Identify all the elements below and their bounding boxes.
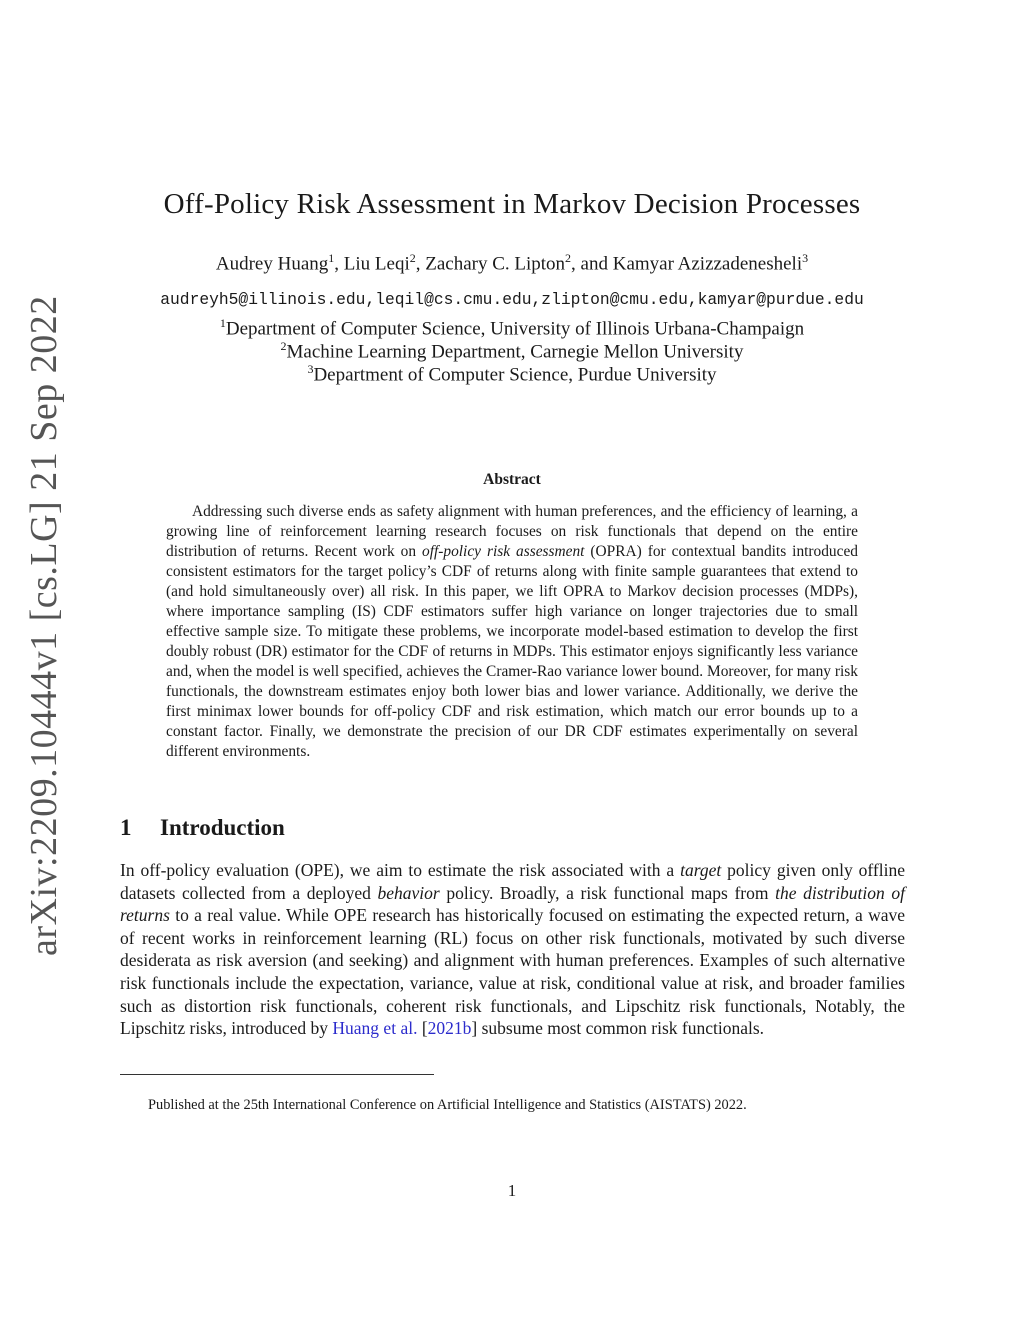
affiliation-3 [0,357,1024,387]
citation-link-authors[interactable]: Huang et al. [332,1018,418,1039]
intro-emphasis: the distribution of returns [120,882,905,926]
section-number: 1 [120,815,132,840]
author-name: Audrey Huang [215,253,329,275]
intro-text: to a real value. While OPE research has historically focused on estimating the expected return, a wave of recent works in reinforcement learning (RL) focus on other risk functionals, motivated by such diverse desiderata as risk aversion (and seeking) and alignment with human preferences. Examples of such alternative risk functionals include the expectation, variance, value at risk, conditional value at risk, and broader families such as distortion risk functionals, coherent risk functionals, and Lipschitz risk functionals, Notably, the Lipschitz risks, introduced by [120,905,905,1039]
section-title: Introduction [160,815,285,840]
footnote-divider [120,1074,434,1075]
affiliation-mark: 1 [219,316,226,330]
citation-bracket: [ [417,1018,428,1039]
abstract-emphasis: off-policy risk assessment [422,543,585,560]
author-affiliation-mark: 2 [409,251,416,265]
author-emails: audreyh5@illinois.edu,leqil@cs.cmu.edu,zlipton@cmu.edu,kamyar@purdue.edu [160,290,864,309]
footnote: Published at the 25th International Conference on Artificial Intelligence and Statistics (AISTATS) 2022. [148,1097,747,1113]
intro-text: In off-policy evaluation (OPE), we aim to estimate the risk associated with a [120,860,681,880]
author-name: Liu Leqi [343,253,410,275]
affiliation-mark: 3 [307,362,314,376]
author-name: Kamyar Azizzadenesheli [612,253,803,275]
affiliation-text: Machine Learning Department, Carnegie Mellon University [286,341,744,363]
page-number: 1 [507,1181,517,1200]
author-affiliation-mark: 2 [565,251,572,265]
author-separator: , [415,253,426,275]
affiliation-text: Department of Computer Science, University of Illinois Urbana-Champaign [225,318,805,340]
abstract-text: (OPRA) for contextual bandits introduced consistent estimators for the target policy’s CDF of returns along with finite sample guarantees that extend to (and hold simultaneously over) all risk. In this paper, we lift OPRA to Markov decision processes (MDPs), where importance sampling (IS) CDF estimators suffer high variance on longer trajectories due to small effective sample size. To mitigate these problems, we incorporate model-based estimation to develop the first doubly robust (DR) estimator for the CDF of returns in MDPs. This estimator enjoys significantly less variance and, when the model is well specified, achieves the Cramer-Rao variance lower bound. Moreover, for many risk functionals, the downstream estimates enjoy both lower bias and lower variance. Additionally, we derive the first minimax lower bounds for off-policy CDF and risk estimation, which match our error bounds up to a constant factor. Finally, we demonstrate the precision of our DR CDF estimates experimentally on several different environments. [166,543,858,760]
intro-emphasis: behavior [377,882,440,903]
abstract-text: Addressing such diverse ends as safety alignment with human preferences, and the efficiency of learning, a growing line of reinforcement learning research focuses on risk functionals that depend on the entire distribution of returns. Recent work on [166,503,858,560]
citation-link-year[interactable]: 2021b [427,1018,472,1039]
intro-text: subsume most common risk functionals. [477,1018,765,1039]
abstract-paragraph [166,502,858,762]
introduction-paragraph [120,859,905,1040]
section-heading [120,813,285,843]
affiliation-text: Department of Computer Science, Purdue University [313,364,717,386]
intro-text: policy given only offline datasets collected from a deployed [120,860,905,903]
author-affiliation-mark: 1 [328,251,335,265]
paper-title: Off-Policy Risk Assessment in Markov Decision Processes [163,188,861,220]
affiliation-mark: 2 [280,339,287,353]
citation-bracket: ] [471,1018,478,1039]
abstract-heading: Abstract [483,471,541,488]
author-name: Zachary C. Lipton [425,253,566,275]
author-separator: , and [571,253,613,275]
author-affiliation-mark: 3 [802,251,809,265]
intro-emphasis: target [680,860,722,880]
author-list [0,245,1024,277]
intro-text: policy. Broadly, a risk functional maps from [439,882,776,903]
arxiv-identifier-stamp: arXiv:2209.10444v1 [cs.LG] 21 Sep 2022 [23,295,65,956]
author-separator: , [334,253,344,275]
